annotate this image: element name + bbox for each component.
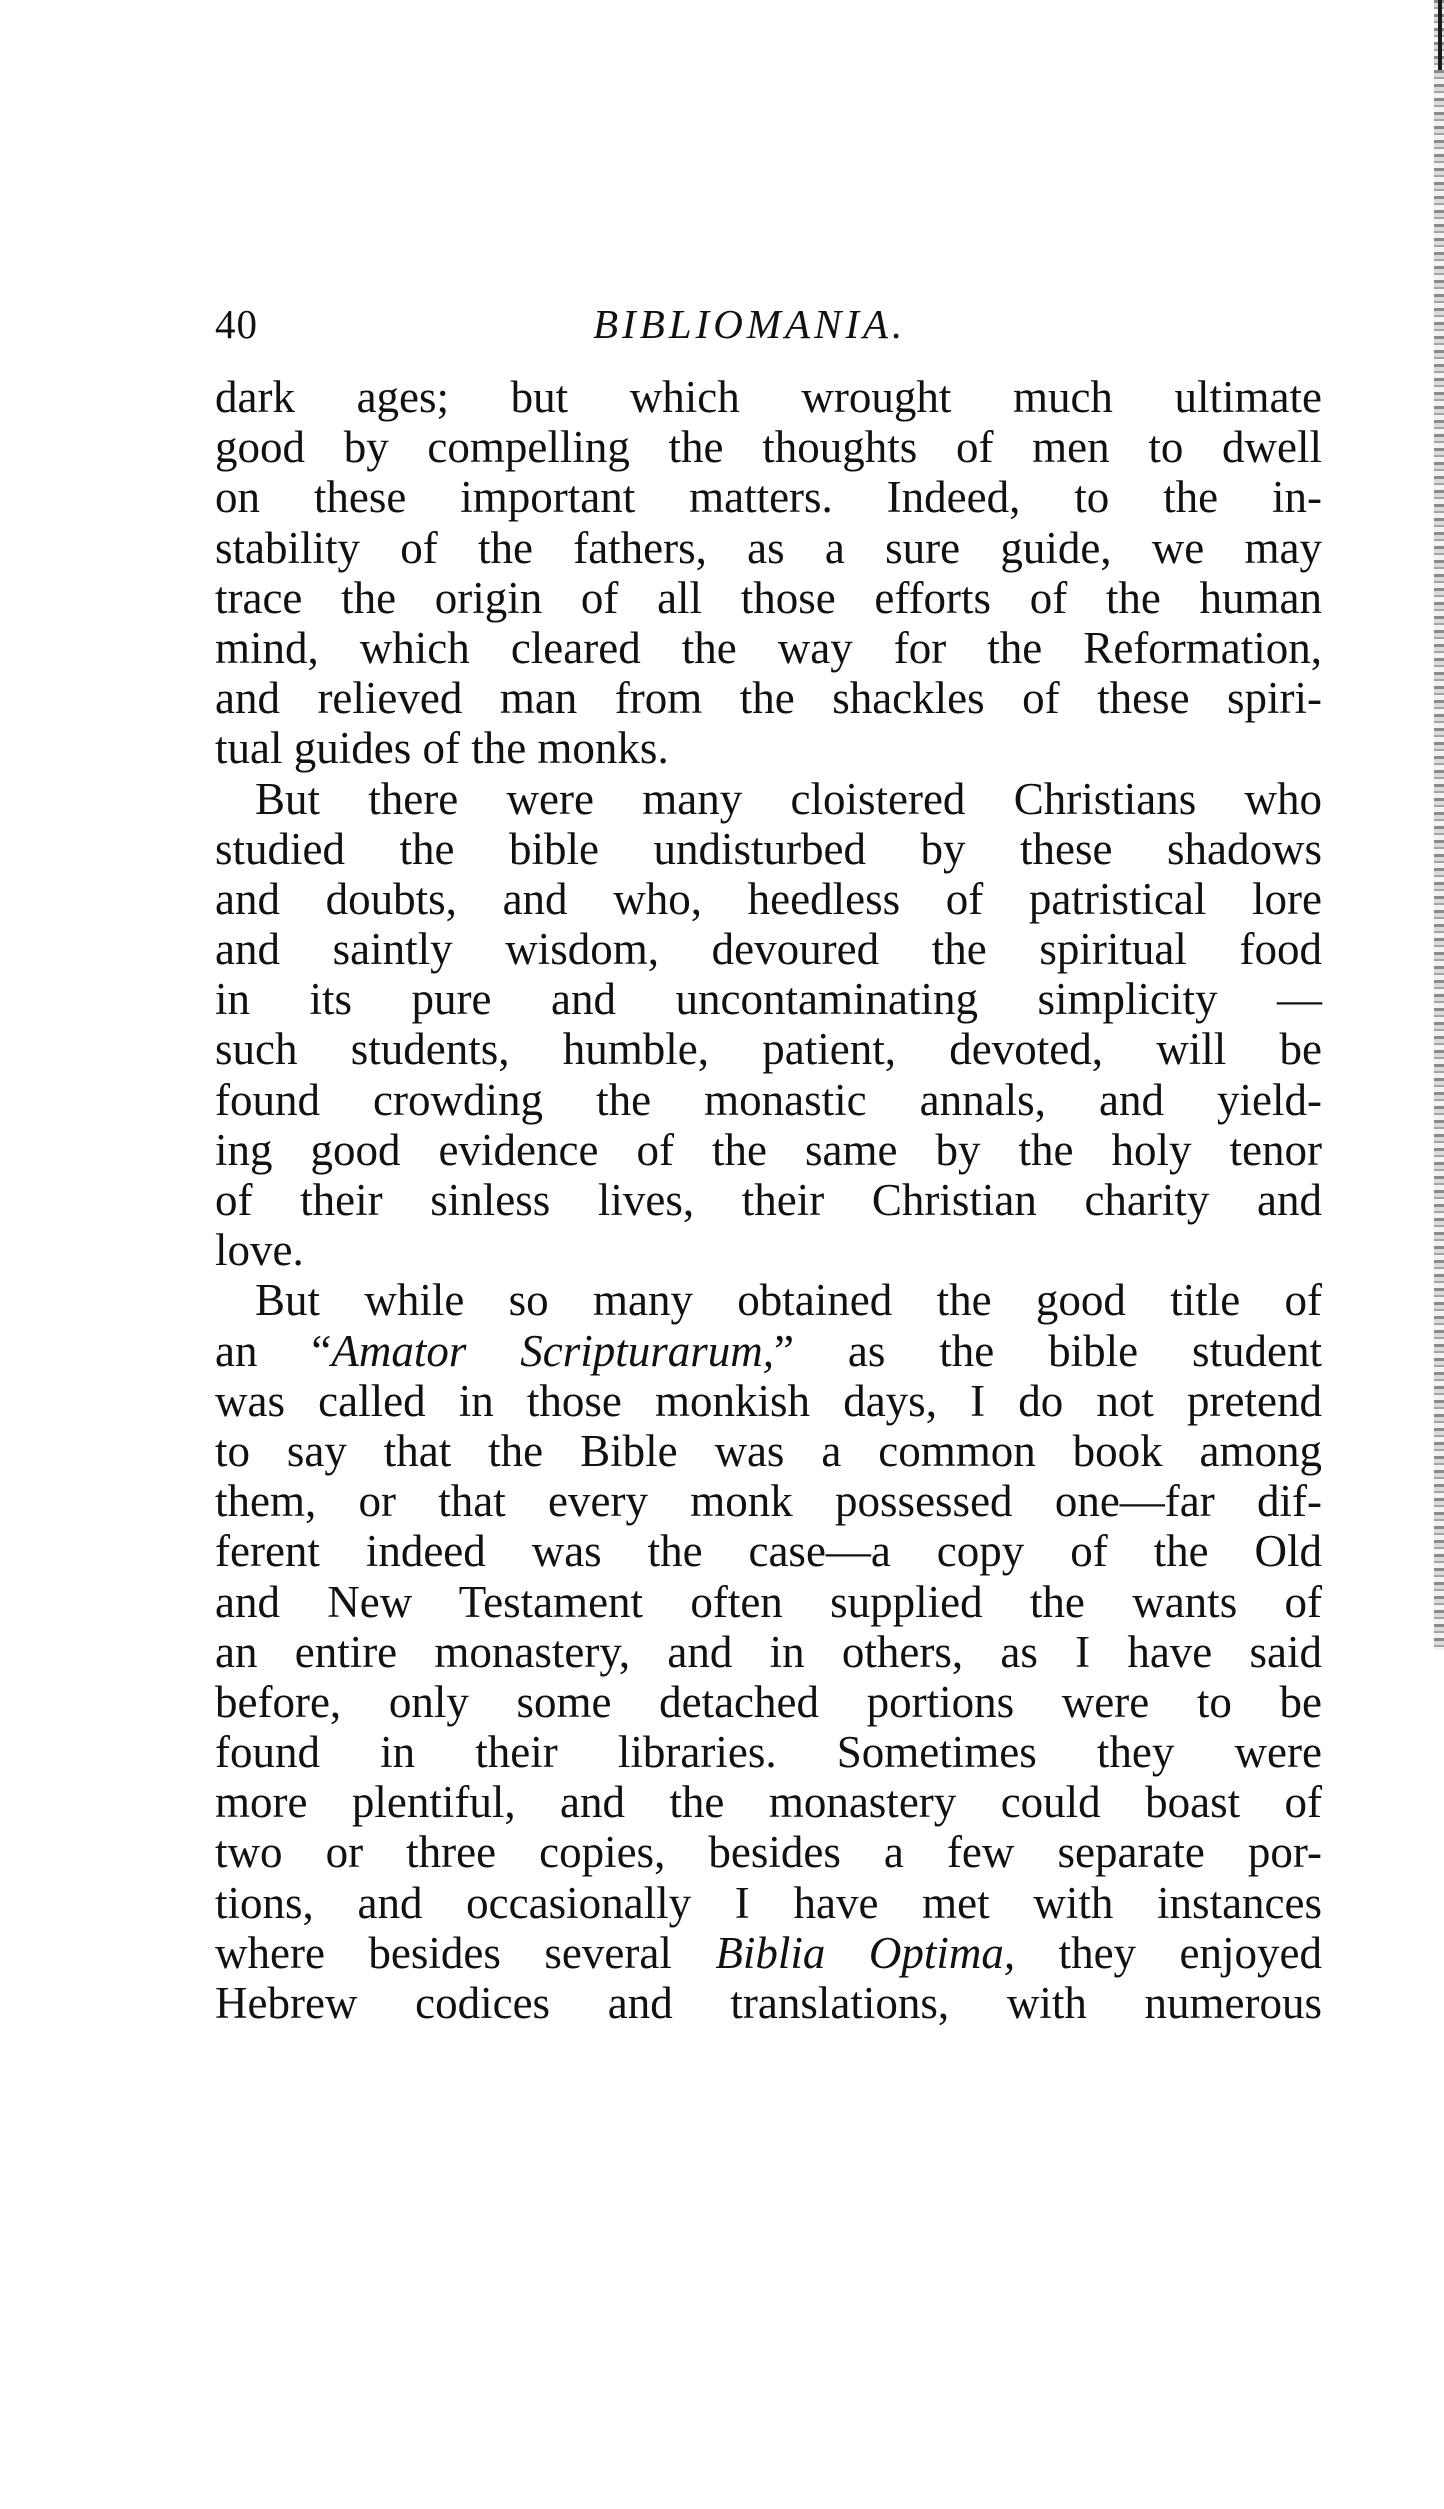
text-line: trace the origin of all those efforts of the human [215,572,1322,623]
italic-phrase: Amator Scripturarum, [331,1325,775,1376]
text-fragment: they enjoyed [1015,1927,1322,1978]
text-line: stability of the fathers, as a sure guide, we may [215,522,1322,573]
text-line: love. [215,1225,304,1276]
text-line: and New Testament often supplied the wants of [215,1576,1322,1627]
text-line: and saintly wisdom, devoured the spiritual food [215,924,1322,975]
text-line: dark ages; but which wrought much ultimate [215,372,1322,422]
text-line: ferent indeed was the case—a copy of the Old [215,1526,1322,1577]
text-line: ing good evidence of the same by the holy tenor [215,1124,1322,1175]
page-edge-shadow [1434,0,1444,1650]
text-line: and doubts, and who, heedless of patristical lore [215,873,1322,924]
text-line: good by compelling the thoughts of men to dwell [215,422,1322,473]
running-header [215,296,1322,352]
italic-phrase: Biblia Optima, [715,1927,1016,1978]
text-line: of their sinless lives, their Christian charity and [215,1175,1322,1225]
text-fragment: where besides several [215,1927,716,1978]
text-line: them, or that every monk possessed one—far dif- [215,1476,1322,1527]
text-line: found crowding the monastic annals, and yield- [215,1074,1322,1125]
text-line: an entire monastery, and in others, as I have said [215,1626,1322,1677]
text-line: But there were many cloistered Christians who [255,773,1322,824]
text-line: mind, which cleared the way for the Reformation, [215,622,1322,673]
text-line: to say that the Bible was a common book among [215,1425,1322,1476]
text-line: before, only some detached portions were to be [215,1676,1322,1727]
text-line: tions, and occasionally I have met with instances [215,1877,1322,1928]
text-line: tual guides of the monks. [215,723,669,774]
page-edge-mark [1438,0,1442,70]
text-line: Hebrew codices and translations, with numerous [215,1978,1322,2028]
text-line: more plentiful, and the monastery could boast of [215,1777,1322,1828]
page-number: 40 [215,301,258,347]
text-line-mixed [215,1326,1322,1376]
text-line: in its pure and uncontaminating simplicity — [215,974,1322,1025]
text-line-mixed [215,1928,1322,1978]
text-line: found in their libraries. Sometimes they were [215,1727,1322,1778]
text-line: on these important matters. Indeed, to the in- [215,472,1322,523]
text-line: two or three copies, besides a few separate por- [215,1827,1322,1878]
body-text [215,372,1322,2028]
text-fragment: an “ [215,1325,332,1376]
text-line: was called in those monkish days, I do not pretend [215,1375,1322,1426]
text-fragment: ” as the bible student [774,1325,1323,1376]
text-line: and relieved man from the shackles of these spiri- [215,673,1322,724]
running-title: BIBLIOMANIA. [593,301,907,347]
text-line: such students, humble, patient, devoted, will be [215,1024,1322,1075]
text-line: studied the bible undisturbed by these shadows [215,823,1322,874]
text-line: But while so many obtained the good title of [255,1275,1322,1326]
